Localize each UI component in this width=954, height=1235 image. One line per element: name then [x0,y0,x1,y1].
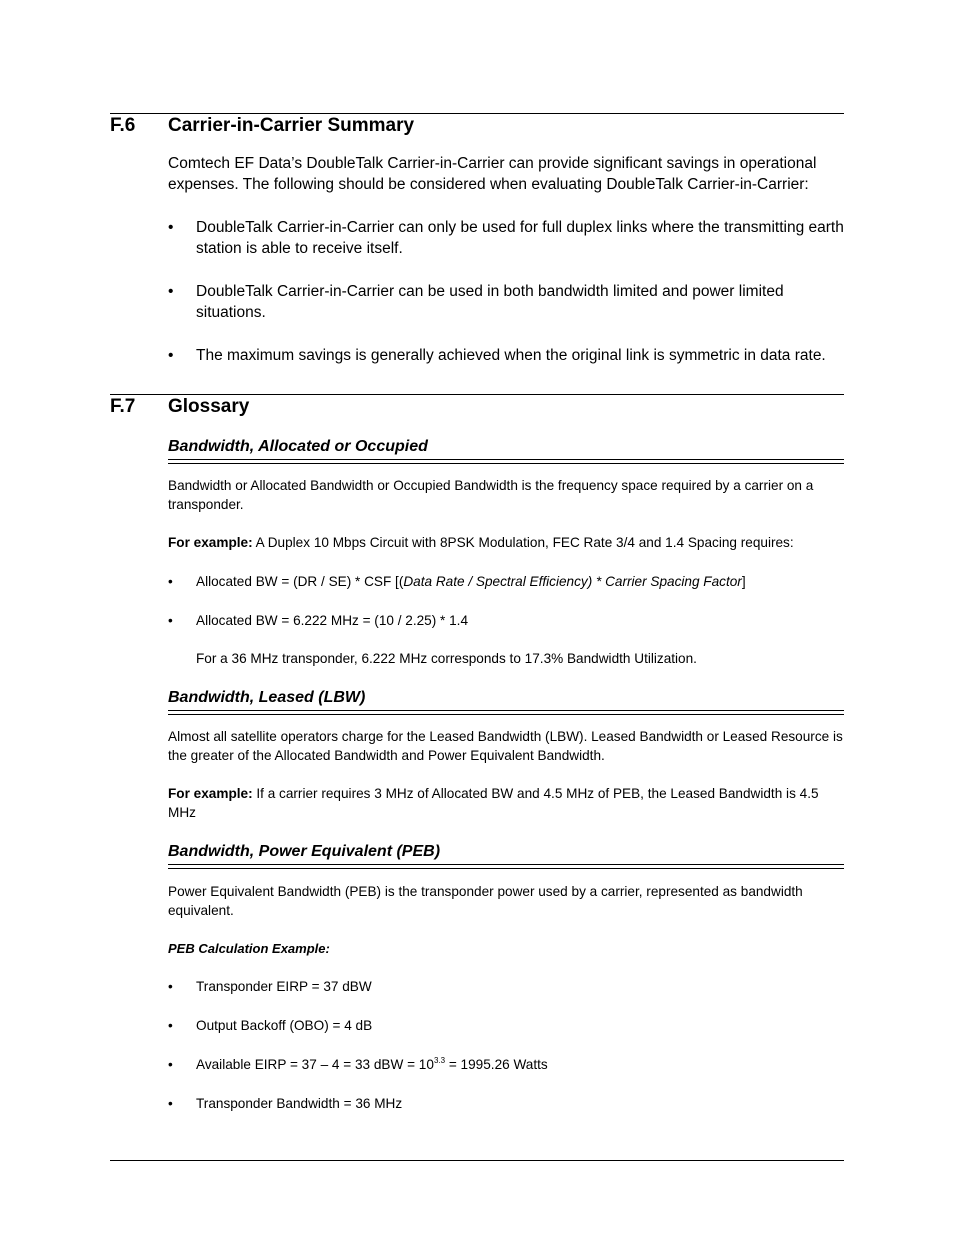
list-item [168,1016,844,1035]
example-label: For example: [168,535,253,550]
list-item-text: Output Backoff (OBO) = 4 dB [196,1018,373,1033]
section-f7-title: Glossary [168,396,250,417]
bullet-icon: • [168,219,174,236]
top-rule [110,113,844,114]
eirp-exponent: 3.3 [433,1056,446,1065]
list-item [168,1055,844,1074]
list-item [168,572,844,591]
list-item [168,977,844,996]
list-item-text: Allocated BW = 6.222 MHz = (10 / 2.25) * 1.4 [196,613,469,628]
section-f7-heading [110,396,249,418]
bullet-icon: • [168,1018,173,1033]
section-f7-number: F.7 [110,396,136,417]
bullet-icon: • [168,1057,173,1072]
formula-italic: Data Rate / Spectral Efficiency) * Carrier Spacing Factor [403,574,742,589]
example-text: A Duplex 10 Mbps Circuit with 8PSK Modulation, FEC Rate 3/4 and 1.4 Spacing requires: [252,535,794,550]
list-item-text: DoubleTalk Carrier-in-Carrier can be used in both bandwidth limited and power limited situations. [196,283,784,321]
glossary-heading-allocated: Bandwidth, Allocated or Occupied [168,438,428,455]
list-item-text: DoubleTalk Carrier-in-Carrier can only be used for full duplex links where the transmitting earth station is able to receive itself. [196,219,844,257]
list-item [168,1094,844,1113]
list-item [168,611,844,630]
example-label: For example: [168,786,253,801]
example-paragraph [168,533,844,552]
eirp-suffix: = 1995.26 Watts [445,1057,548,1072]
list-item-text [196,1055,844,1074]
glossary-definition-peb: Power Equivalent Bandwidth (PEB) is the transponder power used by a carrier, represented as bandwidth equivalent. [168,884,803,918]
peb-calc-label: PEB Calculation Example: [168,941,330,956]
footer-rule [110,1160,844,1161]
section-f6-intro: Comtech EF Data’s DoubleTalk Carrier-in-Carrier can provide significant savings in operational expenses. The following should be considered when evaluating DoubleTalk Carrier-in-Carrier: [168,155,817,193]
heading-double-rule [168,459,844,464]
section-f6-title: Carrier-in-Carrier Summary [168,115,415,136]
heading-double-rule [168,710,844,715]
section-f6-heading [110,115,414,137]
glossary-heading-leased: Bandwidth, Leased (LBW) [168,689,366,706]
bullet-icon: • [168,347,174,364]
example-paragraph [168,784,844,822]
section-f6-number: F.6 [110,115,136,136]
bullet-icon: • [168,283,174,300]
list-item-text: Transponder EIRP = 37 dBW [196,979,372,994]
heading-double-rule [168,864,844,869]
list-item-text [196,572,844,591]
list-item [168,281,844,323]
section-rule [110,394,844,395]
glossary-definition-leased: Almost all satellite operators charge for the Leased Bandwidth (LBW). Leased Bandwidth or Leased Resource is the greater of the Allocated Bandwidth and Power Equivalent Bandwidth. [168,729,843,763]
list-item-text: Transponder Bandwidth = 36 MHz [196,1096,403,1111]
list-item [168,345,844,366]
bullet-icon: • [168,574,173,589]
glossary-heading-peb: Bandwidth, Power Equivalent (PEB) [168,843,441,860]
glossary-definition-allocated: Bandwidth or Allocated Bandwidth or Occupied Bandwidth is the frequency space required by a carrier on a transponder. [168,478,814,512]
list-item-text: The maximum savings is generally achieved when the original link is symmetric in data rate. [196,347,826,364]
formula-suffix: ] [741,574,746,589]
bullet-icon: • [168,1096,173,1111]
bullet-icon: • [168,979,173,994]
eirp-prefix: Available EIRP = 37 – 4 = 33 dBW = 10 [196,1057,434,1072]
example-text: If a carrier requires 3 MHz of Allocated BW and 4.5 MHz of PEB, the Leased Bandwidth is 4.5 MHz [168,786,819,820]
formula-prefix: Allocated BW = (DR / SE) * CSF [( [196,574,404,589]
list-item [168,217,844,259]
utilization-note: For a 36 MHz transponder, 6.222 MHz corresponds to 17.3% Bandwidth Utilization. [196,651,697,666]
bullet-icon: • [168,613,173,628]
